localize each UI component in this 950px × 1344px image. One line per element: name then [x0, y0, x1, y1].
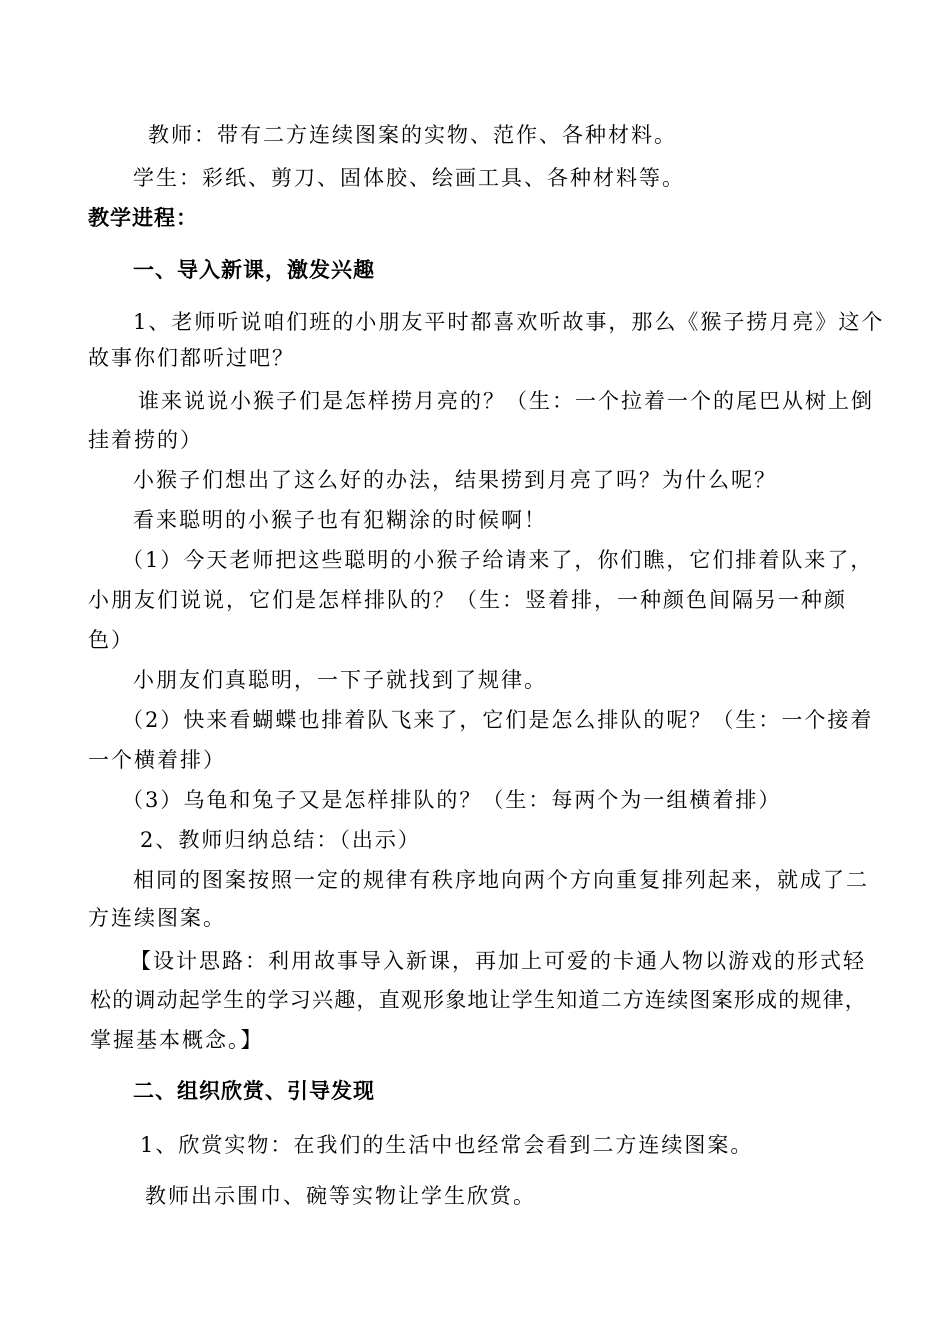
paragraph-line: 1、老师听说咱们班的小朋友平时都喜欢听故事，那么《猴子捞月亮》这个 — [133, 310, 885, 334]
process-heading: 教学进程： — [88, 206, 198, 230]
design-note-line: 【设计思路：利用故事导入新课，再加上可爱的卡通人物以游戏的形式轻 — [130, 949, 866, 973]
paragraph-line: 1、欣赏实物：在我们的生活中也经常会看到二方连续图案。 — [140, 1133, 754, 1157]
paragraph-line: 教师出示围巾、碗等实物让学生欣赏。 — [145, 1184, 536, 1208]
section2-heading: 二、组织欣赏、引导发现 — [133, 1079, 375, 1103]
prep-student: 学生：彩纸、剪刀、固体胶、绘画工具、各种材料等。 — [133, 166, 685, 190]
section1-heading: 一、导入新课，激发兴趣 — [133, 258, 375, 282]
paragraph-line: 小朋友们真聪明，一下子就找到了规律。 — [133, 668, 547, 692]
paragraph-line: 挂着捞的） — [88, 428, 203, 452]
paragraph-line: 相同的图案按照一定的规律有秩序地向两个方向重复排列起来，就成了二 — [133, 868, 869, 892]
prep-teacher: 教师：带有二方连续图案的实物、范作、各种材料。 — [148, 123, 677, 147]
paragraph-line: 谁来说说小猴子们是怎样捞月亮的？（生：一个拉着一个的尾巴从树上倒 — [138, 389, 874, 413]
design-note-line: 松的调动起学生的学习兴趣，直观形象地让学生知道二方连续图案形成的规律， — [90, 988, 867, 1012]
paragraph-line: （2）快来看蝴蝶也排着队飞来了，它们是怎么排队的呢？（生：一个接着 — [122, 708, 874, 732]
paragraph-line: 故事你们都听过吧？ — [88, 346, 295, 370]
paragraph-line: 小朋友们说说，它们是怎样排队的？（生：竖着排，一种颜色间隔另一种颜 — [88, 588, 847, 612]
paragraph-line: 方连续图案。 — [88, 906, 226, 930]
paragraph-line: 小猴子们想出了这么好的办法，结果捞到月亮了吗？为什么呢？ — [133, 468, 777, 492]
design-note-line: 掌握基本概念。】 — [90, 1028, 264, 1052]
paragraph-line: （3）乌龟和兔子又是怎样排队的？（生：每两个为一组横着排） — [122, 788, 782, 812]
paragraph-line: 一个横着排） — [88, 748, 226, 772]
paragraph-line: （1）今天老师把这些聪明的小猴子给请来了，你们瞧，它们排着队来了， — [122, 548, 874, 572]
paragraph-line: 2、教师归纳总结：（出示） — [140, 828, 421, 852]
paragraph-line: 看来聪明的小猴子也有犯糊涂的时候啊！ — [133, 508, 547, 532]
paragraph-line: 色） — [88, 628, 134, 652]
